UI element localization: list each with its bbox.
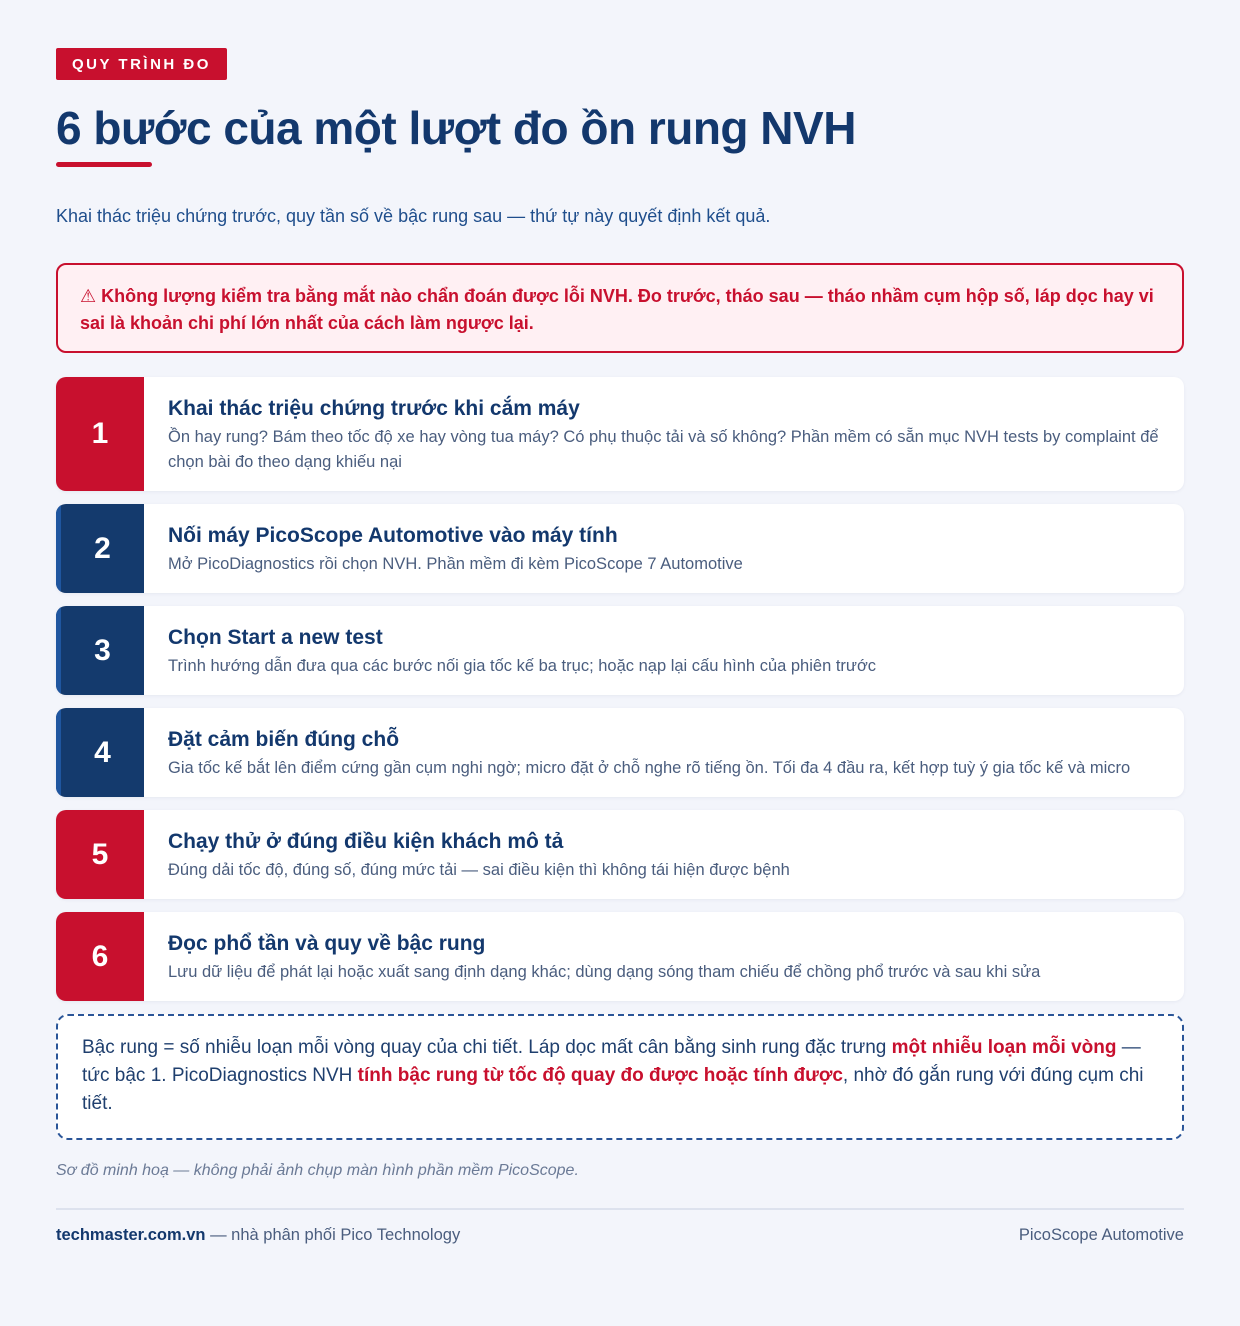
step-description: Gia tốc kế bắt lên điểm cứng gần cụm nghi ngờ; micro đặt ở chỗ nghe rõ tiếng ồn. Tối đa 4 đầu ra, kết hợp tuỳ ý gia tốc kế và micro bbox=[168, 759, 1131, 777]
note-text: — tức bậc 1. PicoDiagnostics NVH bbox=[82, 1037, 1141, 1086]
step-title: Đọc phổ tần và quy về bậc rung bbox=[168, 932, 486, 955]
title-underline bbox=[56, 162, 152, 167]
footer-left bbox=[56, 1226, 460, 1245]
step-title: Đặt cảm biến đúng chỗ bbox=[168, 728, 400, 751]
note-highlight: tính bậc rung từ tốc độ quay đo được hoặc tính được bbox=[357, 1065, 843, 1086]
page-title: 6 bước của một lượt đo ồn rung NVH bbox=[56, 102, 856, 154]
step-number: 2 bbox=[56, 504, 144, 593]
step-title: Chọn Start a new test bbox=[168, 626, 383, 649]
note-highlight: một nhiễu loạn mỗi vòng bbox=[891, 1037, 1117, 1058]
step-number: 4 bbox=[56, 708, 144, 797]
step-6 bbox=[56, 912, 1184, 1001]
footer-divider bbox=[56, 1208, 1184, 1210]
note-text: Bậc rung = số nhiễu loạn mỗi vòng quay của chi tiết. Láp dọc mất cân bằng sinh rung đặc trưng bbox=[82, 1037, 892, 1058]
step-number: 6 bbox=[56, 912, 144, 1001]
page-subtitle: Khai thác triệu chứng trước, quy tần số về bậc rung sau — thứ tự này quyết định kết quả. bbox=[56, 206, 771, 226]
step-2 bbox=[56, 504, 1184, 593]
step-4 bbox=[56, 708, 1184, 797]
step-1 bbox=[56, 377, 1184, 491]
page-content bbox=[56, 48, 1184, 1245]
step-description: Trình hướng dẫn đưa qua các bước nối gia tốc kế ba trục; hoặc nạp lại cấu hình của phiên trước bbox=[168, 657, 877, 675]
step-number: 3 bbox=[56, 606, 144, 695]
step-description: Ồn hay rung? Bám theo tốc độ xe hay vòng tua máy? Có phụ thuộc tải và số không? Phần mềm có sẵn mục NVH tests by complaint để chọn bài đo theo dạng khiếu nại bbox=[168, 428, 1159, 471]
site-suffix: — nhà phân phối Pico Technology bbox=[205, 1226, 461, 1244]
section-tag: QUY TRÌNH ĐO bbox=[56, 48, 227, 80]
footer-right: PicoScope Automotive bbox=[1018, 1226, 1184, 1244]
step-number: 1 bbox=[56, 377, 144, 491]
step-3 bbox=[56, 606, 1184, 695]
steps-list bbox=[56, 377, 1184, 1001]
step-description: Lưu dữ liệu để phát lại hoặc xuất sang định dạng khác; dùng dạng sóng tham chiếu để chồng phổ trước và sau khi sửa bbox=[168, 963, 1041, 981]
order-explanation-note bbox=[56, 1014, 1184, 1140]
note-text: , nhờ đó gắn rung với đúng cụm chi tiết. bbox=[82, 1065, 1144, 1114]
step-description: Mở PicoDiagnostics rồi chọn NVH. Phần mềm đi kèm PicoScope 7 Automotive bbox=[168, 555, 743, 573]
warning-box: ⚠ Không lượng kiểm tra bằng mắt nào chẩn đoán được lỗi NVH. Đo trước, tháo sau — tháo nhầm cụm hộp số, láp dọc hay vi sai là khoản chi phí lớn nhất của cách làm ngược lại. bbox=[56, 263, 1184, 353]
step-number: 5 bbox=[56, 810, 144, 899]
site-link[interactable]: techmaster.com.vn bbox=[56, 1226, 206, 1244]
footer bbox=[56, 1226, 1184, 1245]
step-title: Nối máy PicoScope Automotive vào máy tính bbox=[168, 524, 618, 547]
illustration-caption: Sơ đồ minh hoạ — không phải ảnh chụp màn hình phần mềm PicoScope. bbox=[56, 1162, 579, 1179]
step-5 bbox=[56, 810, 1184, 899]
step-title: Khai thác triệu chứng trước khi cắm máy bbox=[168, 397, 580, 420]
step-description: Đúng dải tốc độ, đúng số, đúng mức tải — sai điều kiện thì không tái hiện được bệnh bbox=[168, 861, 790, 879]
step-title: Chạy thử ở đúng điều kiện khách mô tả bbox=[168, 830, 564, 853]
